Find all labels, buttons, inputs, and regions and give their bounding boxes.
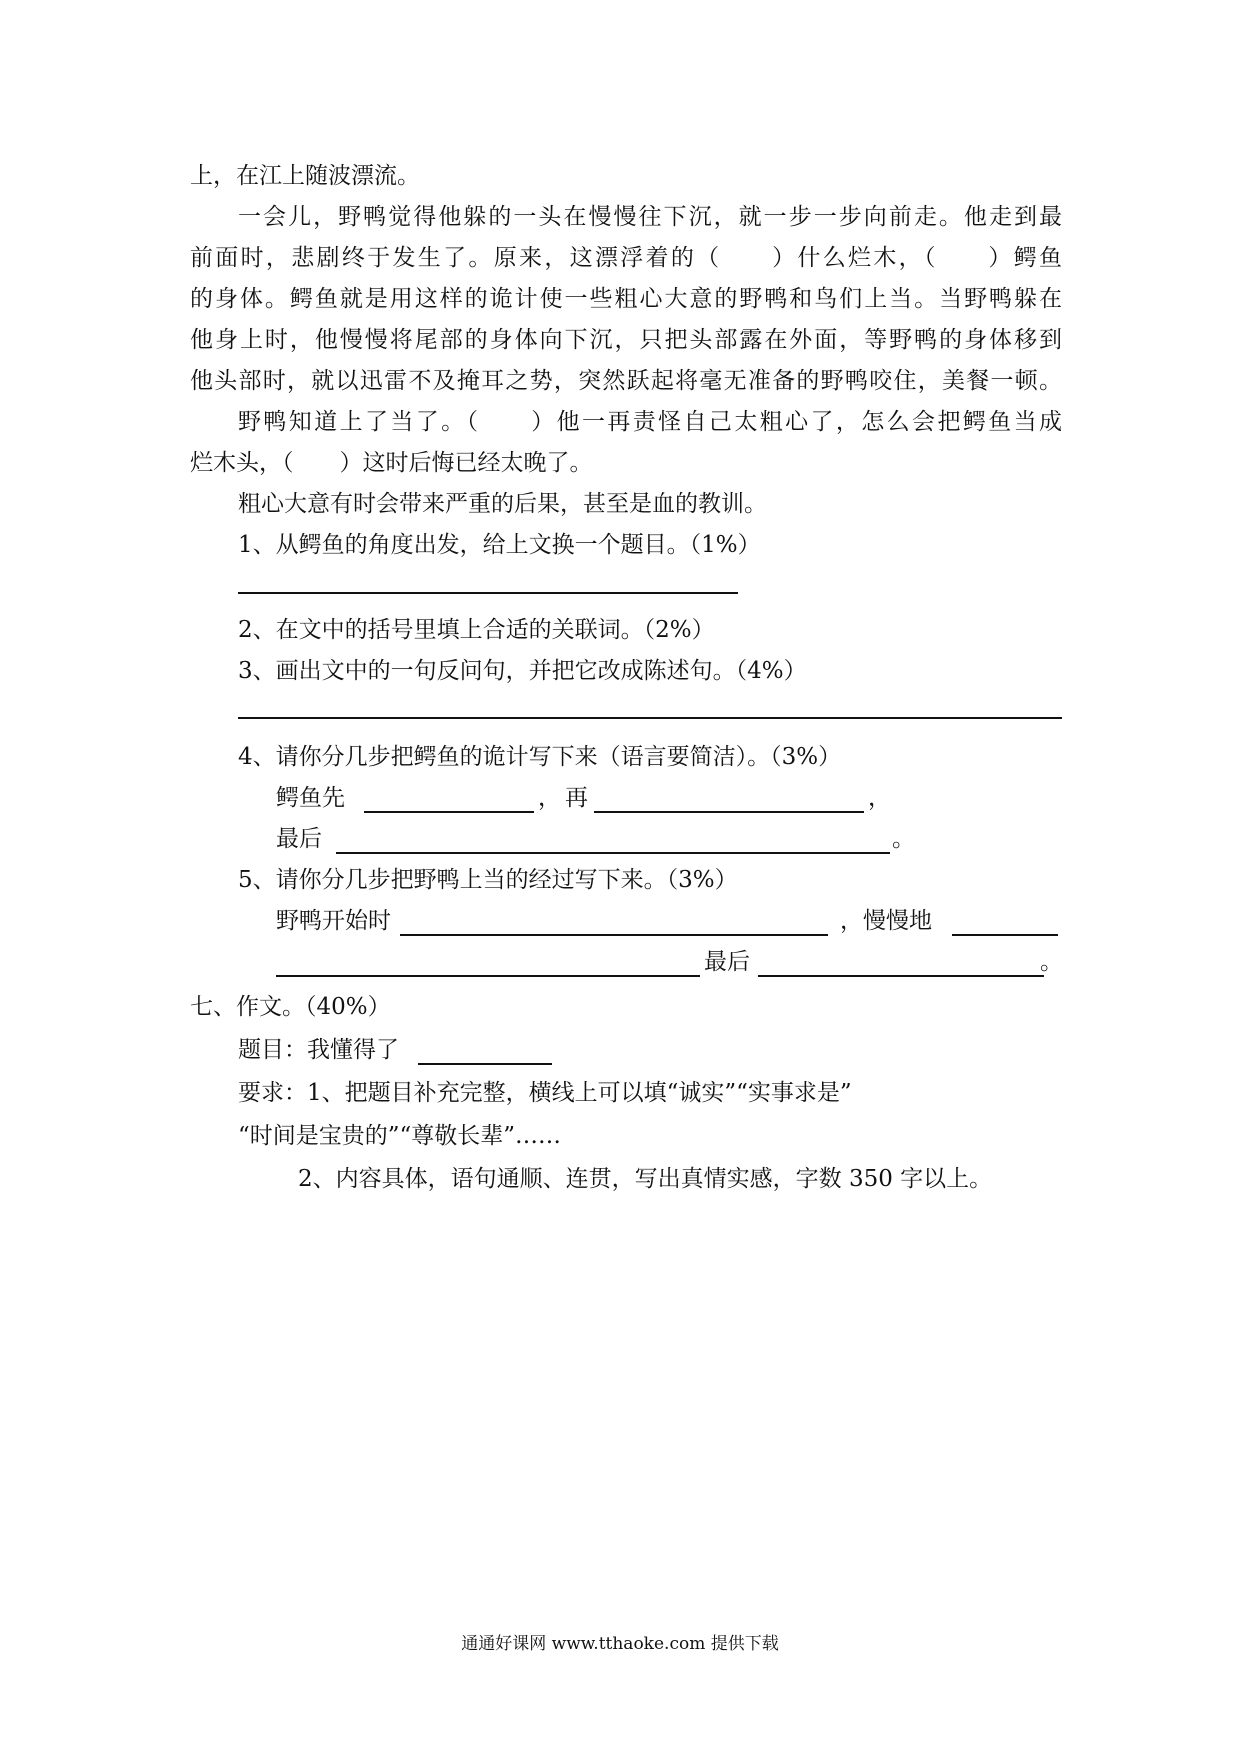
story-line-8: 烂木头，（ ）这时后悔已经太晚了。 xyxy=(190,450,593,476)
q5-period: 。 xyxy=(1040,949,1063,975)
q5-middle-line[interactable] xyxy=(276,975,700,977)
q3-answer-line[interactable] xyxy=(238,717,1062,719)
story-line-3: 前面时，悲剧终于发生了。原来，这漂浮着的（ ）什么烂木，（ ）鳄鱼 xyxy=(190,245,1062,271)
q1-answer-line[interactable] xyxy=(238,592,738,594)
q4-comma: ， xyxy=(538,785,561,811)
q5-last-line[interactable] xyxy=(758,975,1044,977)
q5-last-label: 最后 xyxy=(704,949,750,975)
story-line-1: 上，在江上随波漂流。 xyxy=(190,163,420,189)
q5-slowly-line[interactable] xyxy=(952,934,1058,936)
composition-title-label: 题目：我懂得了 xyxy=(238,1037,399,1063)
q4-first-label: 鳄鱼先 xyxy=(276,785,345,811)
q5-start-label: 野鸭开始时 xyxy=(276,908,391,934)
composition-title-line[interactable] xyxy=(418,1063,552,1065)
page-footer: 通通好课网 www.tthaoke.com 提供下载 xyxy=(461,1634,779,1654)
q4-first-line[interactable] xyxy=(364,811,534,813)
q4-last-line[interactable] xyxy=(336,852,890,854)
q4-then-label: 再 xyxy=(565,785,588,811)
question-1: 1、从鳄鱼的角度出发，给上文换一个题目。（1%） xyxy=(238,532,761,558)
q4-then-line[interactable] xyxy=(594,811,864,813)
composition-requirement-1-cont: “时间是宝贵的”“尊敬长辈”…… xyxy=(238,1123,562,1149)
story-line-2: 一会儿，野鸭觉得他躲的一头在慢慢往下沉，就一步一步向前走。他走到最 xyxy=(238,204,1062,230)
composition-heading: 七、作文。（40%） xyxy=(190,994,391,1020)
story-line-9: 粗心大意有时会带来严重的后果，甚至是血的教训。 xyxy=(238,491,767,517)
q5-slowly-label: ，慢慢地 xyxy=(840,908,932,934)
story-line-4: 的身体。鳄鱼就是用这样的诡计使一些粗心大意的野鸭和鸟们上当。当野鸭躲在 xyxy=(190,286,1062,312)
q5-start-line[interactable] xyxy=(400,934,828,936)
composition-requirement-1: 要求：1、把题目补充完整，横线上可以填“诚实”“实事求是” xyxy=(238,1080,852,1106)
composition-requirement-2: 2、内容具体，语句通顺、连贯，写出真情实感，字数 350 字以上。 xyxy=(298,1166,993,1192)
question-4: 4、请你分几步把鳄鱼的诡计写下来（语言要简洁）。（3%） xyxy=(238,744,842,770)
q4-comma-2: ， xyxy=(868,785,891,811)
question-3: 3、画出文中的一句反问句，并把它改成陈述句。（4%） xyxy=(238,658,807,684)
question-5: 5、请你分几步把野鸭上当的经过写下来。（3%） xyxy=(238,867,738,893)
story-line-7: 野鸭知道上了当了。（ ）他一再责怪自己太粗心了，怎么会把鳄鱼当成 xyxy=(238,409,1062,435)
q4-period: 。 xyxy=(892,826,915,852)
question-2: 2、在文中的括号里填上合适的关联词。（2%） xyxy=(238,617,715,643)
q4-last-label: 最后 xyxy=(276,826,322,852)
story-line-5: 他身上时，他慢慢将尾部的身体向下沉，只把头部露在外面，等野鸭的身体移到 xyxy=(190,327,1062,353)
story-line-6: 他头部时，就以迅雷不及掩耳之势，突然跃起将毫无准备的野鸭咬住，美餐一顿。 xyxy=(190,368,1062,394)
